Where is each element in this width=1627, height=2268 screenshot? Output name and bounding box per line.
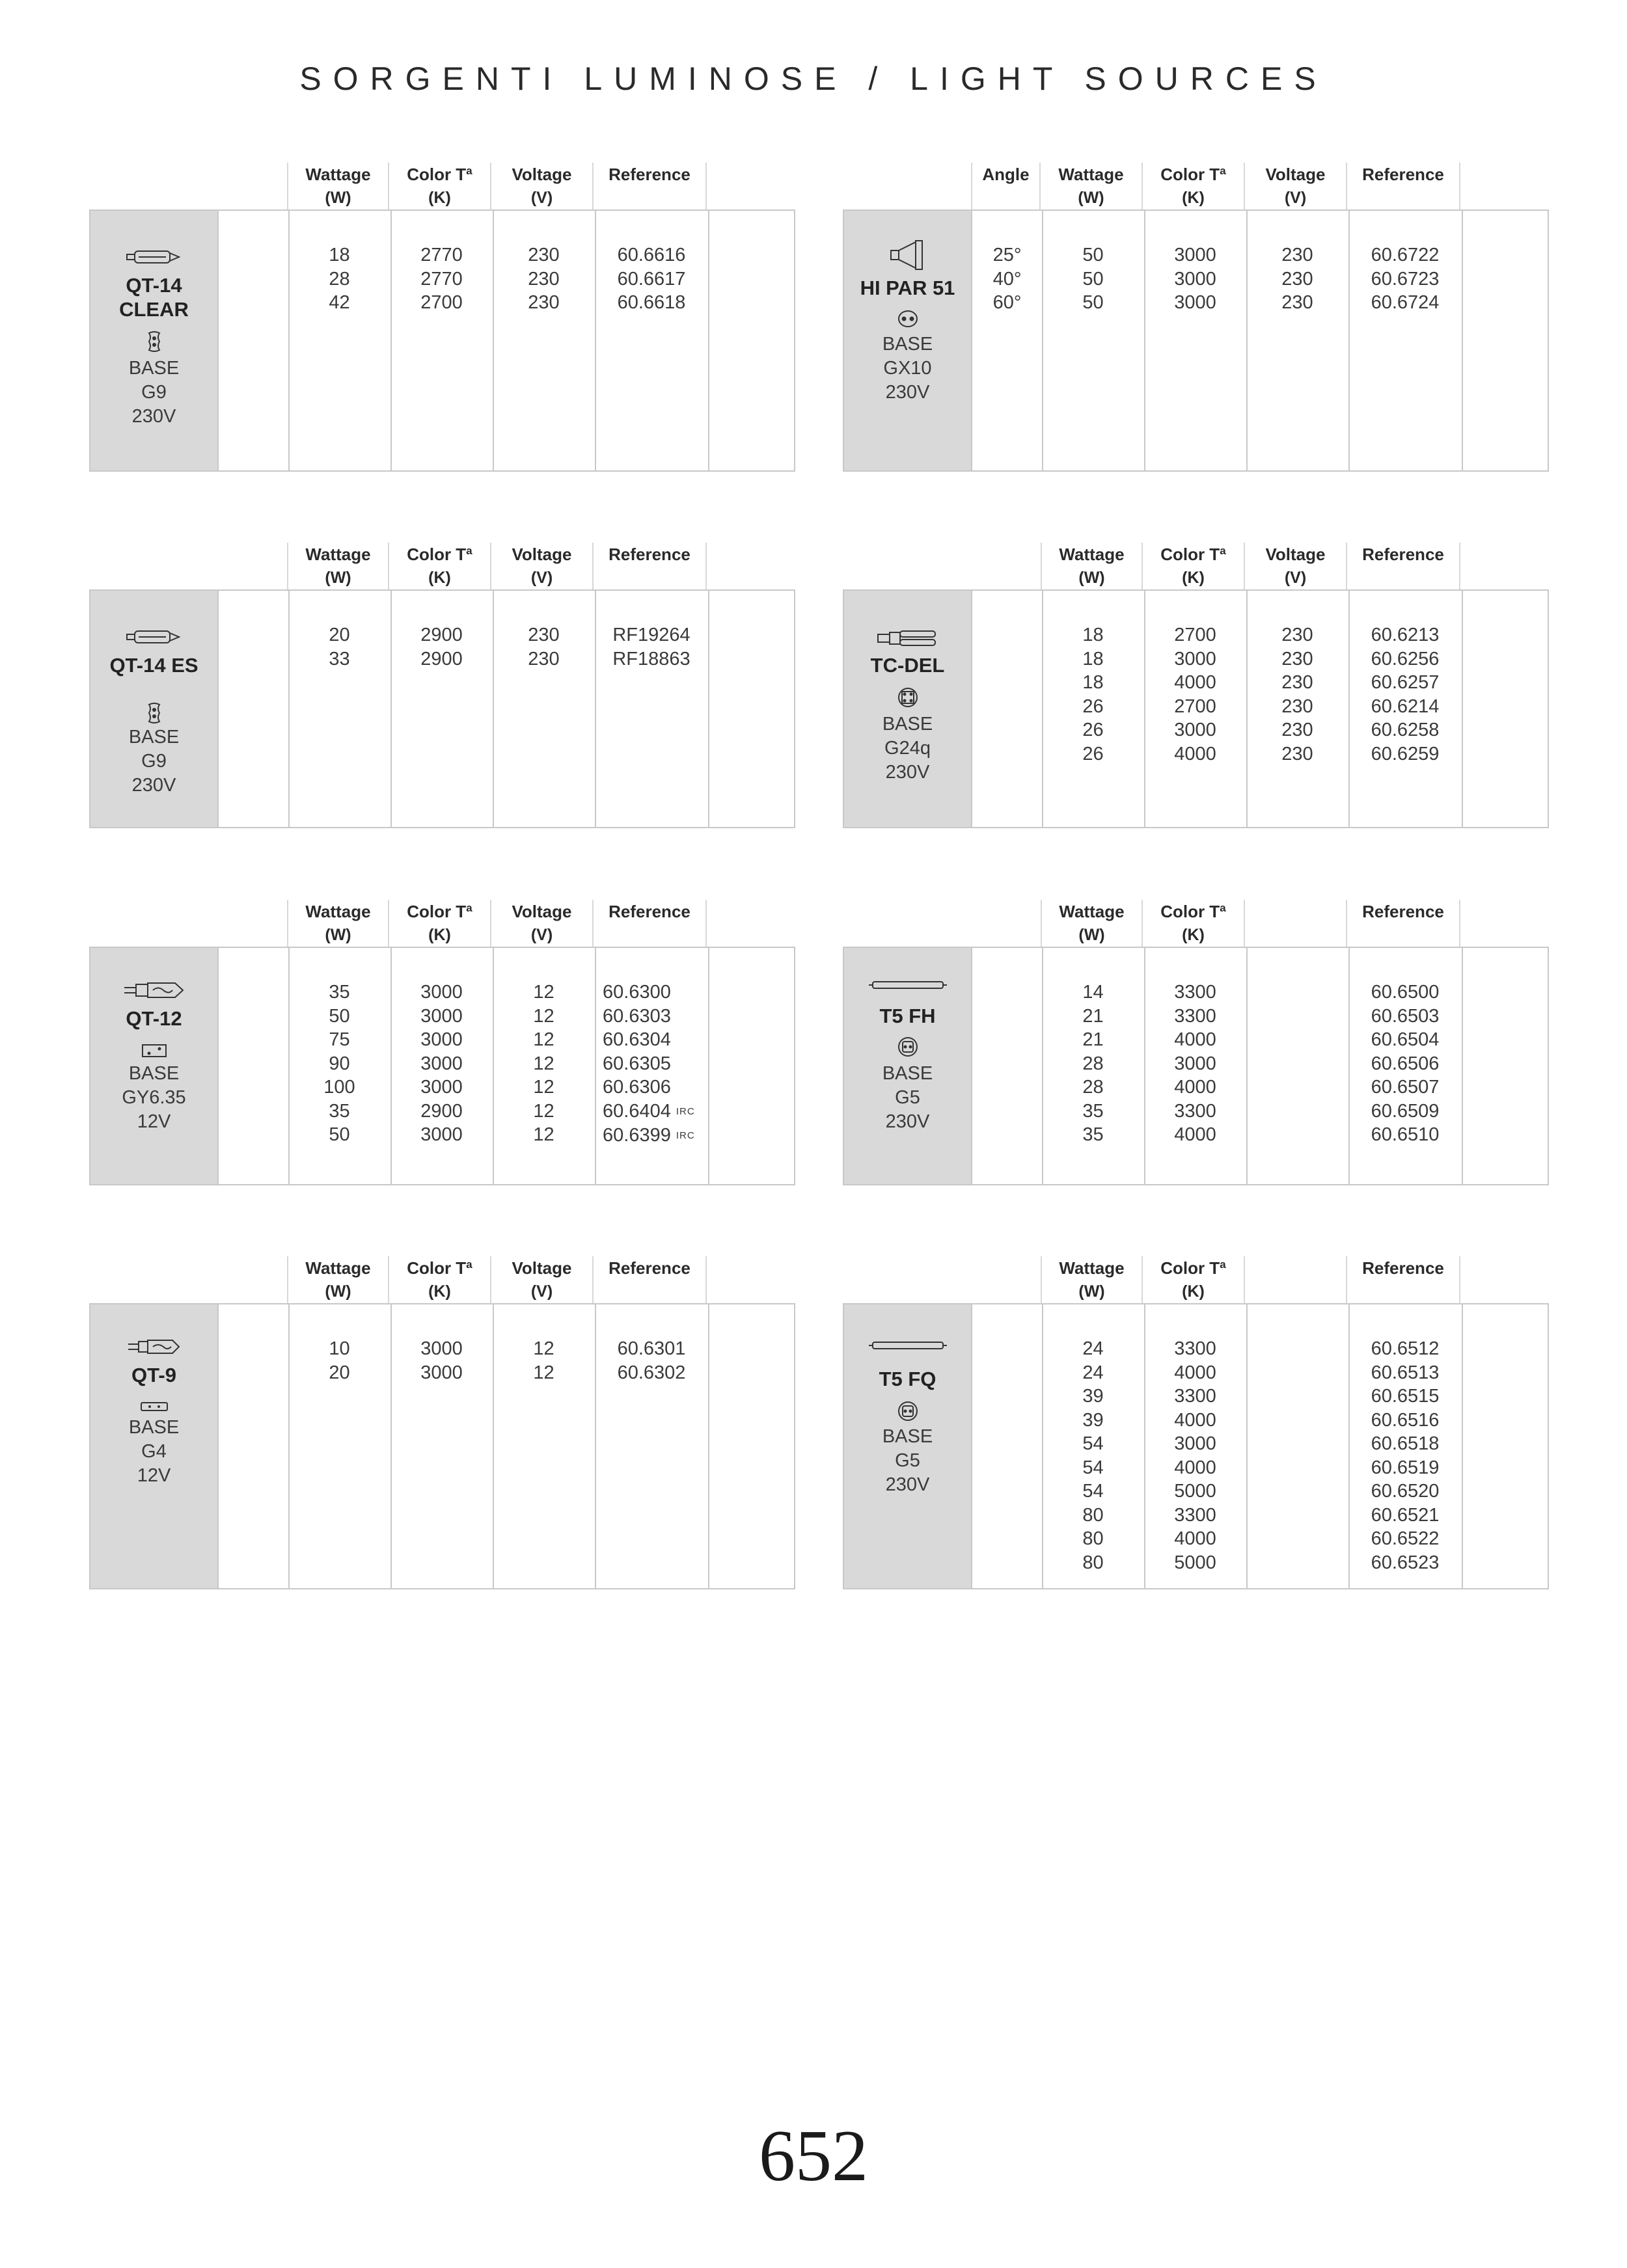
cell: 12 [533, 1362, 554, 1383]
cell: 230 [1281, 292, 1313, 313]
cell: 60.6506 [1371, 1053, 1440, 1074]
cell: 60.6522 [1371, 1528, 1440, 1549]
cell: 60.6518 [1371, 1433, 1440, 1454]
base-voltage: 230V [131, 775, 176, 796]
header-wattage: Wattage (W) [1041, 163, 1143, 209]
cell: 24 [1082, 1362, 1104, 1383]
lamp-name: QT-14 [126, 274, 182, 297]
cell: 54 [1082, 1457, 1104, 1478]
table-body [843, 1303, 1549, 1589]
cell: 50 [1082, 268, 1104, 290]
g24q-base-icon [897, 686, 919, 709]
cell: 18 [1082, 625, 1104, 645]
cell: 230 [528, 292, 560, 313]
cell: 21 [1082, 1029, 1104, 1050]
cell: 12 [533, 1124, 554, 1145]
header-color-temp: Color Tª (K) [389, 543, 491, 589]
base-label: BASE [882, 1426, 933, 1447]
lamp-name: QT-9 [131, 1364, 176, 1386]
compact-fluorescent-lamp-icon [877, 628, 939, 648]
voltage-column [493, 623, 595, 671]
table-header [89, 900, 795, 947]
cell: 60.6503 [1371, 1005, 1440, 1027]
reference-column [1348, 243, 1462, 315]
wattage-column [288, 980, 390, 1147]
cell: 60.6214 [1371, 695, 1440, 717]
header-color-temp: Color Tª (K) [1143, 900, 1245, 947]
base-type: G24q [884, 738, 931, 759]
cell: 60.6519 [1371, 1457, 1440, 1478]
irc-badge: IRC [676, 1130, 695, 1142]
cell: 26 [1082, 695, 1104, 717]
cell: 3000 [420, 1005, 463, 1027]
cell: 60.6515 [1371, 1386, 1440, 1407]
cell: 60.6509 [1371, 1100, 1440, 1122]
base-type: GY6.35 [122, 1087, 186, 1108]
table-body [843, 209, 1549, 472]
lamp-cell [844, 948, 972, 1184]
header-reference: Reference [1347, 1256, 1460, 1303]
cell: 2900 [420, 625, 463, 645]
cell: 12 [533, 1338, 554, 1359]
cell: 60.6257 [1371, 672, 1440, 693]
color-column [1144, 980, 1246, 1147]
base-type: G9 [141, 751, 167, 772]
cell: 50 [329, 1124, 350, 1145]
cell: 18 [1082, 648, 1104, 669]
bi-pin-capsule-lamp-icon [123, 979, 185, 1001]
cell: 3000 [1174, 1053, 1216, 1074]
cell: 5000 [1174, 1552, 1216, 1573]
header-voltage: Voltage (V) [491, 900, 594, 947]
cell: 230 [1281, 695, 1313, 717]
cell: 80 [1082, 1528, 1104, 1549]
page-number: 652 [759, 2116, 868, 2196]
table-body [843, 947, 1549, 1185]
cell: 60.6300 [603, 982, 671, 1003]
voltage-column [493, 1337, 595, 1384]
table-body [843, 589, 1549, 828]
color-column [390, 1337, 493, 1384]
cell: 3300 [1174, 1386, 1216, 1407]
cell: 40° [992, 268, 1022, 290]
header-reference: Reference [1347, 900, 1460, 947]
cell: 230 [528, 245, 560, 265]
cell: 4000 [1174, 1029, 1216, 1050]
header-voltage: Voltage (V) [491, 163, 594, 209]
cell: 60.6256 [1371, 648, 1440, 669]
cell: 2700 [1174, 625, 1216, 645]
table-header [89, 1256, 795, 1303]
cell: 28 [1082, 1053, 1104, 1074]
cell: 3000 [420, 1029, 463, 1050]
cell: 2900 [420, 1100, 463, 1122]
lamp-name: T5 FQ [879, 1368, 937, 1390]
cell: 33 [329, 648, 350, 669]
cell: 3000 [1174, 1433, 1216, 1454]
cell: 60.6723 [1371, 268, 1440, 290]
header-color-temp: Color Tª (K) [389, 900, 491, 947]
gy635-base-icon [141, 1042, 167, 1059]
reference-column [595, 1337, 708, 1384]
cell: 2700 [420, 292, 463, 313]
cell: 60.6304 [603, 1029, 671, 1050]
cell: 39 [1082, 1386, 1104, 1407]
cell: 230 [1281, 268, 1313, 290]
base-type: G9 [141, 382, 167, 403]
base-type: GX10 [883, 358, 932, 379]
cell: 35 [329, 1100, 350, 1122]
header-empty [1245, 900, 1347, 947]
page-title: SORGENTI LUMINOSE / LIGHT SOURCES [299, 61, 1328, 97]
cell: 60.6512 [1371, 1338, 1440, 1359]
header-angle: Angle [971, 163, 1041, 209]
cell: 60.6510 [1371, 1124, 1440, 1145]
base-label: BASE [882, 714, 933, 735]
linear-tube-lamp-icon [868, 1341, 948, 1350]
g9-base-icon [145, 331, 163, 353]
lamp-cell [844, 211, 972, 470]
cell: 25° [992, 245, 1022, 265]
cell: 60.6305 [603, 1053, 671, 1074]
cell: 4000 [1174, 1457, 1216, 1478]
cell: 3000 [1174, 245, 1216, 265]
table-body [89, 947, 795, 1185]
cell: 230 [1281, 672, 1313, 693]
table-header [843, 1256, 1549, 1303]
cell: 60.6513 [1371, 1362, 1440, 1383]
cell: 14 [1082, 982, 1104, 1003]
cell: 3000 [420, 1124, 463, 1145]
base-label: BASE [128, 1417, 180, 1438]
header-voltage: Voltage (V) [491, 1256, 594, 1303]
linear-tube-lamp-icon [868, 980, 948, 990]
cell: 28 [1082, 1077, 1104, 1098]
cell: 54 [1082, 1481, 1104, 1502]
header-color-temp: Color Tª (K) [1143, 543, 1245, 589]
angle-column [972, 243, 1042, 315]
cell: 50 [1082, 245, 1104, 265]
voltage-column [493, 243, 595, 315]
base-type: G5 [895, 1087, 920, 1108]
capsule-lamp-icon [126, 627, 183, 647]
base-voltage: 230V [885, 762, 930, 783]
header-reference: Reference [594, 1256, 707, 1303]
header-wattage: Wattage (W) [287, 900, 389, 947]
header-voltage: Voltage (V) [1245, 163, 1347, 209]
cell: 230 [1281, 245, 1313, 265]
cell: 60.6301 [617, 1338, 686, 1359]
cell: 60.6213 [1371, 625, 1440, 645]
cell: 2900 [420, 648, 463, 669]
cell: 50 [329, 1005, 350, 1027]
cell: 12 [533, 1029, 554, 1050]
color-column [1144, 243, 1246, 315]
header-wattage: Wattage (W) [1041, 1256, 1143, 1303]
table-header [89, 543, 795, 589]
header-wattage: Wattage (W) [287, 543, 389, 589]
cell: 3300 [1174, 1100, 1216, 1122]
lamp-name: QT-12 [126, 1007, 182, 1030]
lamp-cell [90, 591, 219, 827]
cell: 24 [1082, 1338, 1104, 1359]
base-voltage: 230V [131, 406, 176, 427]
cell: 3000 [420, 1077, 463, 1098]
cell: 60° [992, 292, 1022, 313]
base-type: G5 [895, 1450, 920, 1471]
header-color-temp: Color Tª (K) [1143, 1256, 1245, 1303]
cell: 35 [1082, 1124, 1104, 1145]
cell: 230 [528, 625, 560, 645]
cell: 3000 [420, 1053, 463, 1074]
header-color-temp: Color Tª (K) [1143, 163, 1245, 209]
g5-base-icon [897, 1036, 919, 1058]
header-wattage: Wattage (W) [287, 1256, 389, 1303]
cell: 18 [1082, 672, 1104, 693]
cell: 60.6618 [617, 292, 686, 313]
header-wattage: Wattage (W) [287, 163, 389, 209]
color-column [1144, 1337, 1246, 1574]
cell: 60.6504 [1371, 1029, 1440, 1050]
cell: 3300 [1174, 1504, 1216, 1526]
cell: 60.6507 [1371, 1077, 1440, 1098]
cell: 3000 [420, 982, 463, 1003]
cell: 60.6258 [1371, 720, 1440, 740]
cell: 100 [323, 1077, 355, 1098]
cell: 4000 [1174, 1528, 1216, 1549]
color-column [390, 623, 493, 671]
lamp-name-line2: CLEAR [119, 298, 189, 321]
lamp-cell [90, 1304, 219, 1588]
table-header [843, 900, 1549, 947]
reference-column [595, 980, 708, 1148]
color-column [1144, 623, 1246, 766]
table-body [89, 209, 795, 472]
reference-column [1348, 623, 1462, 766]
cell: 35 [329, 982, 350, 1003]
table-body [89, 1303, 795, 1589]
lamp-name: TC-DEL [870, 654, 945, 677]
cell: 60.6404 IRC [603, 1100, 695, 1122]
cell: 60.6306 [603, 1077, 671, 1098]
cell: 2770 [420, 268, 463, 290]
cell: 60.6617 [617, 268, 686, 290]
cell: 60.6302 [617, 1362, 686, 1383]
cell: 230 [528, 648, 560, 669]
base-voltage: 12V [137, 1465, 171, 1486]
base-voltage: 230V [885, 1474, 930, 1495]
cell: 90 [329, 1053, 350, 1074]
cell: 60.6259 [1371, 743, 1440, 764]
cell: 60.6724 [1371, 292, 1440, 313]
cell: 3300 [1174, 1338, 1216, 1359]
g9-base-icon [145, 702, 163, 724]
cell: 54 [1082, 1433, 1104, 1454]
cell: 60.6500 [1371, 982, 1440, 1003]
base-label: BASE [128, 1063, 180, 1084]
cell: 3000 [420, 1362, 463, 1383]
base-type: G4 [141, 1441, 167, 1462]
header-reference: Reference [594, 163, 707, 209]
header-wattage: Wattage (W) [1041, 900, 1143, 947]
cell: 50 [1082, 292, 1104, 313]
cell: 80 [1082, 1552, 1104, 1573]
header-reference: Reference [1347, 543, 1460, 589]
wattage-column [288, 243, 390, 315]
base-voltage: 230V [885, 382, 930, 403]
header-voltage: Voltage (V) [491, 543, 594, 589]
cell: 3000 [420, 1338, 463, 1359]
cell: 230 [1281, 648, 1313, 669]
capsule-lamp-icon [126, 247, 183, 267]
voltage-column [493, 980, 595, 1147]
cell: 12 [533, 982, 554, 1003]
table-header [843, 163, 1549, 209]
reference-column [595, 243, 708, 315]
cell: 3000 [1174, 268, 1216, 290]
cell: 60.6399 IRC [603, 1125, 695, 1146]
reference-column [595, 623, 708, 671]
cell: 39 [1082, 1409, 1104, 1431]
base-label: BASE [128, 727, 180, 748]
cell: 60.6303 [603, 1005, 671, 1027]
cell: 26 [1082, 743, 1104, 764]
cell: RF19264 [612, 625, 690, 645]
wattage-column [288, 623, 390, 671]
header-empty [1245, 1256, 1347, 1303]
cell: 21 [1082, 1005, 1104, 1027]
cell: 18 [329, 245, 350, 265]
cell: 42 [329, 292, 350, 313]
cell: 60.6616 [617, 245, 686, 265]
color-column [390, 243, 493, 315]
cell: 12 [533, 1100, 554, 1122]
cell: RF18863 [612, 648, 690, 669]
cell: 60.6521 [1371, 1504, 1440, 1526]
table-header [843, 543, 1549, 589]
cell: 4000 [1174, 1362, 1216, 1383]
cell: 28 [329, 268, 350, 290]
cell: 20 [329, 625, 350, 645]
base-label: BASE [128, 358, 180, 379]
table-header [89, 163, 795, 209]
cell: 4000 [1174, 672, 1216, 693]
cell: 10 [329, 1338, 350, 1359]
cell: 3300 [1174, 982, 1216, 1003]
voltage-column [1246, 623, 1348, 766]
gx10-base-icon [897, 309, 919, 329]
cell: 35 [1082, 1100, 1104, 1122]
cell: 230 [528, 268, 560, 290]
lamp-cell [844, 591, 972, 827]
cell: 60.6523 [1371, 1552, 1440, 1573]
cell: 4000 [1174, 1124, 1216, 1145]
irc-badge: IRC [676, 1105, 695, 1117]
header-color-temp: Color Tª (K) [389, 1256, 491, 1303]
wattage-column [288, 1337, 390, 1384]
cell: 3000 [1174, 720, 1216, 740]
header-reference: Reference [594, 543, 707, 589]
wattage-column [1042, 623, 1144, 766]
cell: 12 [533, 1077, 554, 1098]
cell: 3000 [1174, 648, 1216, 669]
reference-column [1348, 1337, 1462, 1574]
wattage-column [1042, 980, 1144, 1147]
cell: 3300 [1174, 1005, 1216, 1027]
cell: 26 [1082, 720, 1104, 740]
lamp-name: QT-14 ES [109, 654, 198, 677]
header-color-temp: Color Tª (K) [389, 163, 491, 209]
lamp-name: T5 FH [879, 1005, 936, 1027]
cell: 60.6722 [1371, 245, 1440, 265]
base-voltage: 230V [885, 1111, 930, 1132]
wattage-column [1042, 243, 1144, 315]
header-voltage: Voltage (V) [1245, 543, 1347, 589]
cell: 5000 [1174, 1481, 1216, 1502]
lamp-cell [90, 211, 219, 470]
cell: 60.6516 [1371, 1409, 1440, 1431]
lamp-cell [90, 948, 219, 1184]
cell: 4000 [1174, 743, 1216, 764]
voltage-column [1246, 243, 1348, 315]
cell: 12 [533, 1005, 554, 1027]
g5-base-icon [897, 1400, 919, 1422]
cell: 20 [329, 1362, 350, 1383]
lamp-cell [844, 1304, 972, 1588]
cell: 12 [533, 1053, 554, 1074]
cell: 230 [1281, 743, 1313, 764]
header-reference: Reference [1347, 163, 1460, 209]
cell: 2700 [1174, 695, 1216, 717]
base-label: BASE [882, 334, 933, 355]
cell: 3000 [1174, 292, 1216, 313]
lamp-name: HI PAR 51 [860, 277, 955, 299]
cell: 80 [1082, 1504, 1104, 1526]
cell: 75 [329, 1029, 350, 1050]
base-voltage: 12V [137, 1111, 171, 1132]
par-reflector-lamp-icon [890, 239, 926, 271]
small-capsule-lamp-icon [127, 1337, 182, 1357]
cell: 2770 [420, 245, 463, 265]
reference-column [1348, 980, 1462, 1147]
table-body [89, 589, 795, 828]
color-column [390, 980, 493, 1147]
cell: 230 [1281, 720, 1313, 740]
header-reference: Reference [594, 900, 707, 947]
cell: 4000 [1174, 1077, 1216, 1098]
cell: 4000 [1174, 1409, 1216, 1431]
header-wattage: Wattage (W) [1041, 543, 1143, 589]
wattage-column [1042, 1337, 1144, 1574]
cell: 230 [1281, 625, 1313, 645]
cell: 60.6520 [1371, 1481, 1440, 1502]
base-label: BASE [882, 1063, 933, 1084]
g4-base-icon [140, 1401, 169, 1412]
